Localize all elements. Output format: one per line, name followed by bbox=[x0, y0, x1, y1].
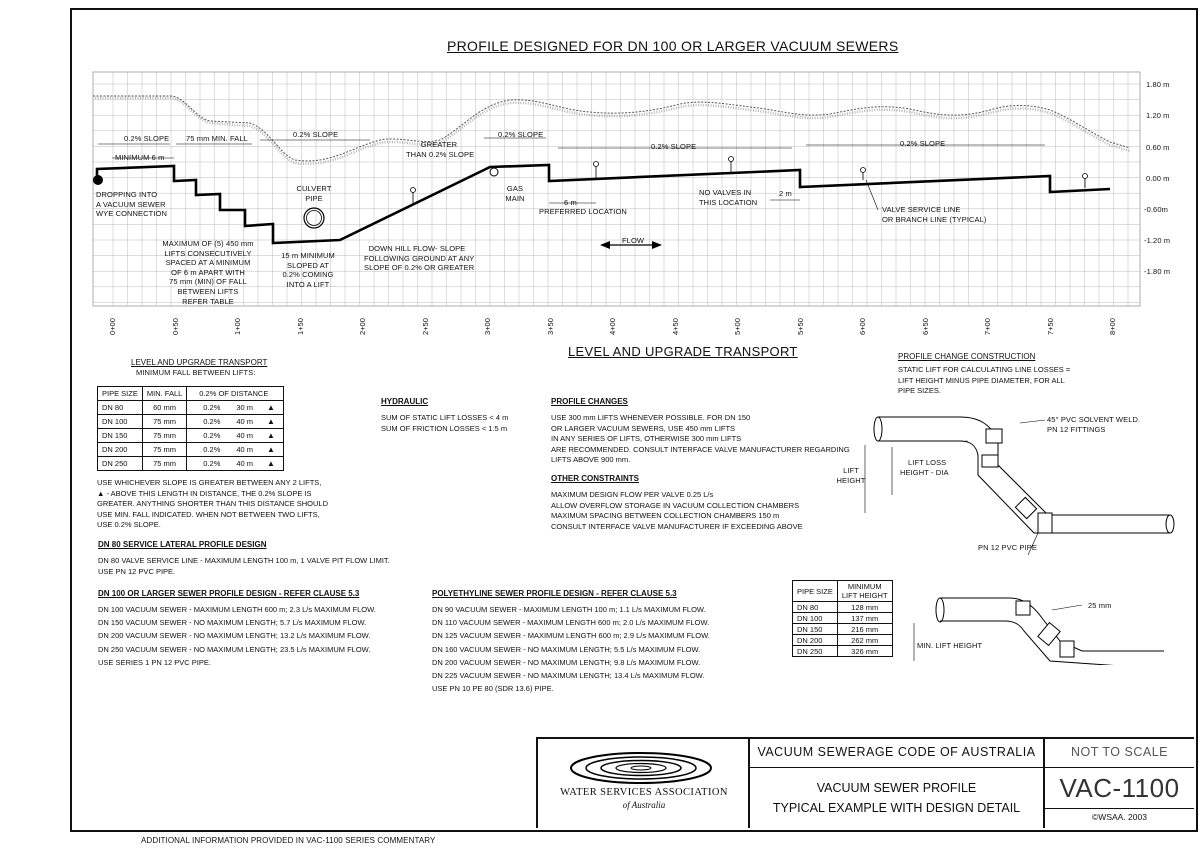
level-transport-title: LEVEL AND UPGRADE TRANSPORT bbox=[568, 344, 798, 359]
wsaa-logo-icon bbox=[566, 750, 716, 786]
profile-changes-title: PROFILE CHANGES bbox=[551, 397, 628, 406]
flow-label: FLOW bbox=[622, 236, 645, 245]
chainage-label: 6+00 bbox=[858, 318, 867, 335]
table-row: DN 80 60 mm 0.2% 30 m ▲ bbox=[98, 401, 284, 415]
code-name: VACUUM SEWERAGE CODE OF AUSTRALIA bbox=[757, 745, 1036, 759]
lift-loss-label: LIFT LOSS HEIGHT - DIA bbox=[900, 458, 949, 477]
greater-label: GREATER THAN 0.2% SLOPE bbox=[406, 140, 475, 159]
table-row: DN 80 128 mm bbox=[793, 602, 893, 613]
chainage-label: 7+50 bbox=[1045, 318, 1055, 335]
table-row: DN 150 216 mm bbox=[793, 624, 893, 635]
org-subname: of Australia bbox=[622, 800, 666, 810]
chainage-label: 4+50 bbox=[670, 318, 680, 335]
triangle-icon: ▲ bbox=[263, 429, 284, 443]
poly-title: POLYETHYLINE SEWER PROFILE DESIGN - REFER CLAUSE 5.3 bbox=[432, 589, 677, 598]
minimum-6m-label: MINIMUM 6 m bbox=[115, 153, 165, 162]
downhill-label: DOWN HILL FLOW- SLOPE FOLLOWING GROUND AT ANY SLOPE OF 0.2% OR GREATER bbox=[364, 244, 475, 273]
elevation-label: 1.80 m bbox=[1146, 80, 1170, 89]
elevation-label: -1.80 m bbox=[1144, 267, 1171, 276]
pcc-text: STATIC LIFT FOR CALCULATING LINE LOSSES = LIFT HEIGHT MINUS PIPE DIAMETER, FOR ALL PIPE SIZES. bbox=[898, 365, 1071, 395]
triangle-icon: ▲ bbox=[263, 457, 284, 471]
table-row: PIPE SIZE MIN. FALL 0.2% OF DISTANCE bbox=[98, 387, 284, 401]
dropping-label: DROPPING INTO A VACUUM SEWER WYE CONNECTION bbox=[96, 190, 167, 218]
drawing-number: VAC-1100 bbox=[1059, 773, 1180, 803]
culvert-label: CULVERT PIPE bbox=[296, 184, 332, 203]
table-row: DN 100 75 mm 0.2% 40 m ▲ bbox=[98, 415, 284, 429]
min-fall-label: 75 mm MIN. FALL bbox=[186, 134, 248, 143]
profile-changes-text: USE 300 mm LIFTS WHENEVER POSSIBLE. FOR DN 150 OR LARGER VACUUM SEWERS, USE 450 mm LIFTS IN ANY SERIES OF LIFTS, OTHERWISE 300 mm LIFTS ARE RECOMMENDED. CONSULT INTERFACE VALVE MANUFACTURER REGARDING LIFTS ABOVE 900 mm. bbox=[551, 413, 850, 464]
poly-text: DN 90 VACUUM SEWER - MAXIMUM LENGTH 100 m; 1.1 L/s MAXIMUM FLOW. DN 110 VACUUM SEWER - MAXIMUM LENGTH 600 m; 2.0 L/s MAXIMUM FLOW. DN 125 VACUUM SEWER - MAXIMUM LENGTH 600 m; 2.9 L/s MAXIMUM FLOW. DN 160 VACUUM SEWER - NO MAXIMUM LENGTH; 5.5 L/s MAXIMUM FLOW. DN 200 VACUUM SEWER - NO MAXIMUM LENGTH; 9.8 L/s MAXIMUM FLOW. DN 225 VACUUM SEWER - NO MAXIMUM LENGTH; 13.4 L/s MAXIMUM FLOW. USE PN 10 PE 80 (SDR 13.6) PIPE. bbox=[432, 605, 710, 694]
level-transport-small-title: LEVEL AND UPGRADE TRANSPORT bbox=[131, 358, 268, 367]
drawing-title-1: VACUUM SEWER PROFILE bbox=[816, 781, 977, 795]
dn100-title: DN 100 OR LARGER SEWER PROFILE DESIGN - REFER CLAUSE 5.3 bbox=[98, 589, 360, 598]
valve-service-label: VALVE SERVICE LINE OR BRANCH LINE (TYPICAL) bbox=[882, 205, 987, 224]
org-name: WATER SERVICES ASSOCIATION bbox=[560, 787, 728, 798]
hydraulic-title: HYDRAULIC bbox=[381, 397, 429, 406]
two-m-label: 2 m bbox=[779, 189, 792, 198]
slope-label: 0.2% SLOPE bbox=[293, 130, 339, 139]
table-row: DN 200 262 mm bbox=[793, 635, 893, 646]
wye-connection-dot bbox=[93, 175, 103, 185]
table-row: DN 250 75 mm 0.2% 40 m ▲ bbox=[98, 457, 284, 471]
min-fall-subtitle: MINIMUM FALL BETWEEN LIFTS: bbox=[136, 368, 256, 377]
table-row: DN 200 75 mm 0.2% 40 m ▲ bbox=[98, 443, 284, 457]
elevation-label: 0.00 m bbox=[1146, 174, 1170, 183]
pcc-title: PROFILE CHANGE CONSTRUCTION bbox=[898, 352, 1036, 361]
table-row: DN 250 326 mm bbox=[793, 646, 893, 657]
six-m-label: 6 m bbox=[564, 198, 577, 207]
max-lifts-label: MAXIMUM OF (5) 450 mm LIFTS CONSECUTIVELY SPACED AT A MINIMUM OF 6 m APART WITH 75 mm (MIN) OF FALL BETWEEN LIFTS REFER TABLE bbox=[162, 239, 254, 306]
triangle-icon: ▲ bbox=[263, 401, 284, 415]
min-lift-height-label: MIN. LIFT HEIGHT bbox=[917, 641, 983, 650]
chainage-label: 1+00 bbox=[233, 318, 242, 335]
triangle-icon: ▲ bbox=[263, 415, 284, 429]
min-lift-table bbox=[792, 580, 893, 657]
preferred-location-label: PREFERRED LOCATION bbox=[539, 207, 627, 216]
elevation-label: 1.20 m bbox=[1146, 111, 1170, 120]
drawing-title-2: TYPICAL EXAMPLE WITH DESIGN DETAIL bbox=[772, 801, 1021, 815]
lift-height-label: LIFT HEIGHT bbox=[836, 466, 866, 485]
dn100-text: DN 100 VACUUM SEWER - MAXIMUM LENGTH 600 m; 2.3 L/s MAXIMUM FLOW. DN 150 VACUUM SEWER - NO MAXIMUM LENGTH; 5.7 L/s MAXIMUM FLOW. DN 200 VACUUM SEWER - NO MAXIMUM LENGTH; 13.2 L/s MAXIMUM FLOW. DN 250 VACUUM SEWER - NO MAXIMUM LENGTH; 23.5 L/s MAXIMUM FLOW. USE SERIES 1 PN 12 PVC PIPE. bbox=[98, 605, 376, 667]
chainage-label: 0+50 bbox=[170, 318, 180, 335]
fifteen-m-label: 15 m MINIMUM SLOPED AT 0.2% COMING INTO A LIFT bbox=[281, 251, 335, 289]
chainage-label: 0+00 bbox=[108, 318, 117, 335]
culvert-pipe-icon bbox=[304, 208, 324, 228]
chainage-label: 2+00 bbox=[358, 318, 367, 335]
ground-surface bbox=[93, 96, 1130, 161]
dn80-title: DN 80 SERVICE LATERAL PROFILE DESIGN bbox=[98, 540, 267, 549]
copyright-label: ©WSAA. 2003 bbox=[1092, 812, 1147, 822]
other-constraints-text: MAXIMUM DESIGN FLOW PER VALVE 0.25 L/s ALLOW OVERFLOW STORAGE IN VACUUM COLLECTION CHAMBERS MAXIMUM SPACING BETWEEN COLLECTION CHAMBERS 150 m CONSULT INTERFACE VALVE MANUFACTURER IF EXCEEDING ABOVE bbox=[551, 490, 803, 531]
slope-label: 0.2% SLOPE bbox=[498, 130, 544, 139]
slope-label: 0.2% SLOPE bbox=[651, 142, 697, 151]
chainage-label: 5+00 bbox=[733, 318, 742, 335]
chainage-label: 3+50 bbox=[545, 318, 555, 335]
chainage-label: 3+00 bbox=[483, 318, 492, 335]
no-valves-label: NO VALVES IN THIS LOCATION bbox=[699, 188, 758, 207]
dn80-text: DN 80 VALVE SERVICE LINE - MAXIMUM LENGTH 100 m, 1 VALVE PIT FLOW LIMIT. USE PN 12 PVC PIPE. bbox=[98, 556, 390, 576]
elevation-label: -1.20 m bbox=[1144, 236, 1171, 245]
triangle-icon: ▲ bbox=[263, 443, 284, 457]
level-transport-notes: USE WHICHEVER SLOPE IS GREATER BETWEEN ANY 2 LIFTS, ▲ - ABOVE THIS LENGTH IN DISTANCE, THE 0.2% SLOPE IS GREATER. ANYTHING SHORTER THAN THIS DISTANCE SHOULD USE MIN. FALL INDICATED. WHEN NOT BETWEEN TWO LIFTS, USE 0.2% SLOPE. bbox=[97, 478, 329, 529]
25mm-label: 25 mm bbox=[1088, 601, 1112, 610]
pn12-pipe-label: PN 12 PVC PIPE bbox=[978, 543, 1037, 552]
chainage-label: 5+50 bbox=[795, 318, 805, 335]
min-fall-table bbox=[97, 386, 284, 471]
elevation-label: 0.60 m bbox=[1146, 143, 1170, 152]
chainage-label: 1+50 bbox=[295, 318, 305, 335]
footer-note: ADDITIONAL INFORMATION PROVIDED IN VAC-1100 SERIES COMMENTARY bbox=[141, 836, 436, 845]
chainage-label: 6+50 bbox=[920, 318, 930, 335]
slope-label: 0.2% SLOPE bbox=[124, 134, 170, 143]
sewer-profile-line bbox=[97, 165, 1110, 243]
chainage-label: 4+00 bbox=[608, 318, 617, 335]
chainage-label: 2+50 bbox=[420, 318, 430, 335]
table-row: DN 150 75 mm 0.2% 40 m ▲ bbox=[98, 429, 284, 443]
slope-label: 0.2% SLOPE bbox=[900, 139, 946, 148]
table-row: PIPE SIZE MINIMUM LIFT HEIGHT bbox=[793, 581, 893, 602]
elevation-label: -0.60m bbox=[1144, 205, 1168, 214]
weld-label: 45° PVC SOLVENT WELD. PN 12 FITTINGS bbox=[1047, 415, 1141, 434]
scale-label: NOT TO SCALE bbox=[1070, 745, 1168, 759]
gas-main-icon bbox=[490, 168, 498, 176]
table-row: DN 100 137 mm bbox=[793, 613, 893, 624]
chainage-label: 7+00 bbox=[983, 318, 992, 335]
hydraulic-text: SUM OF STATIC LIFT LOSSES < 4 m SUM OF FRICTION LOSSES < 1.5 m bbox=[381, 413, 509, 433]
other-constraints-title: OTHER CONSTRAINTS bbox=[551, 474, 639, 483]
gas-main-label: GAS MAIN bbox=[505, 184, 525, 203]
chainage-label: 8+00 bbox=[1108, 318, 1117, 335]
profile-title: PROFILE DESIGNED FOR DN 100 OR LARGER VACUUM SEWERS bbox=[447, 38, 899, 54]
